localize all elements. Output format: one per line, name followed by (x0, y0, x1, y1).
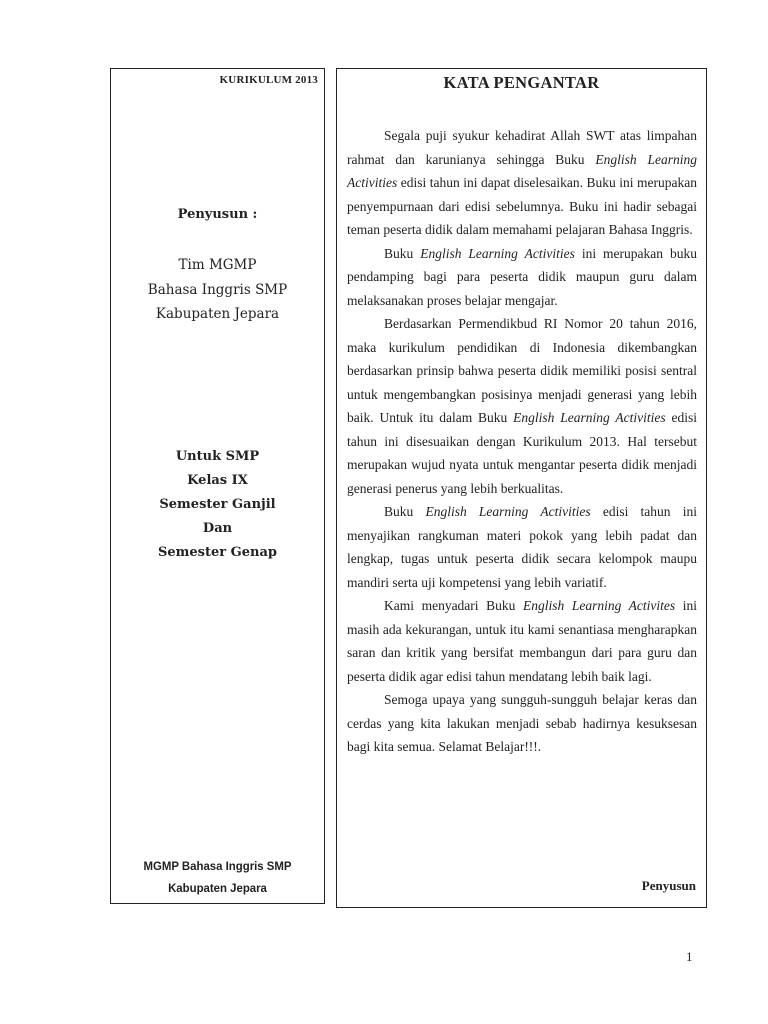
cover-sidebar (110, 68, 325, 904)
publisher-footer (116, 855, 318, 899)
team-line: Bahasa Inggris SMP (147, 281, 288, 298)
book-title-italic: English Learning Activities (347, 151, 697, 190)
class-line: Semester Genap (158, 545, 277, 560)
foreword-body (347, 124, 697, 759)
foreword-paragraph (347, 688, 697, 759)
class-info (111, 445, 324, 565)
class-line: Dan (202, 521, 233, 536)
foreword-panel (336, 68, 707, 908)
book-title-italic: English Learning Activites (522, 598, 676, 613)
paragraph-text: Kami menyadari Buku (384, 598, 523, 613)
paragraph-text: Semoga upaya yang sungguh-sungguh belajar keras dan cerdas yang kita lakukan menjadi sebab hadirnya kesuksesan bagi kita semua. Selamat Belajar!!!. (347, 692, 697, 754)
foreword-paragraph (347, 124, 697, 242)
book-title-italic: English Learning Activities (425, 504, 591, 519)
class-line: Semester Ganjil (159, 497, 276, 512)
paragraph-text: Buku (384, 504, 426, 519)
curriculum-label: KURIKULUM 2013 (219, 74, 318, 86)
foreword-paragraph (347, 500, 697, 594)
paragraph-text: ini masih ada kekurangan, untuk itu kami senantiasa mengharapkan saran dan kritik yang bersifat membangun dari para guru dan peserta didik agar edisi tahun mendatang lebih baik lagi. (347, 598, 697, 684)
book-title-italic: English Learning Activities (513, 410, 666, 425)
author-heading: Penyusun : (177, 207, 258, 222)
paragraph-text: edisi tahun ini disesuaikan dengan Kurikulum 2013. Hal tersebut merupakan wujud nyata untuk mengantar peserta didik menjadi generasi penerus yang lebih berkualitas. (347, 410, 697, 496)
paragraph-text: edisi tahun ini dapat diselesaikan. Buku ini merupakan penyempurnaan dari edisi sebelumnya. Buku ini hadir sebagai teman peserta didik dalam memahami pelajaran Bahasa Inggris. (347, 175, 697, 237)
page-title: KATA PENGANTAR (443, 73, 600, 92)
paragraph-text: Buku (384, 245, 421, 261)
foreword-paragraph (347, 242, 697, 313)
foreword-paragraph (347, 594, 697, 688)
author-team (111, 253, 324, 327)
signature: Penyusun (641, 878, 696, 893)
footer-line: Kabupaten Jepara (168, 881, 267, 895)
foreword-paragraph (347, 312, 697, 500)
paragraph-text: Segala puji syukur kehadirat Allah SWT atas limpahan rahmat dan karunianya sehingga Buku (347, 128, 697, 167)
team-line: Tim MGMP (178, 257, 257, 273)
class-line: Untuk SMP (175, 449, 260, 464)
paragraph-text: Berdasarkan Permendikbud RI Nomor 20 tahun 2016, maka kurikulum pendidikan di Indonesia dikembangkan berdasarkan prinsip bahwa peserta didik memiliki posisi sentral untuk mengembangkan posisinya menjadi generasi yang lebih baik. Untuk itu dalam Buku (347, 316, 697, 425)
book-title-italic: English Learning Activities (420, 245, 575, 261)
footer-line: MGMP Bahasa Inggris SMP (143, 859, 292, 873)
team-line: Kabupaten Jepara (155, 306, 280, 322)
page-number: 1 (686, 949, 693, 964)
paragraph-text: edisi tahun ini menyajikan rangkuman materi pokok yang lebih padat dan lengkap, tugas untuk peserta didik secara kelompok maupu mandiri serta uji kompetensi yang lebih variatif. (347, 504, 697, 590)
class-line: Kelas IX (187, 473, 248, 488)
paragraph-text: ini merupakan buku pendamping bagi para peserta didik maupun guru dalam melaksanakan proses belajar mengajar. (347, 245, 697, 308)
